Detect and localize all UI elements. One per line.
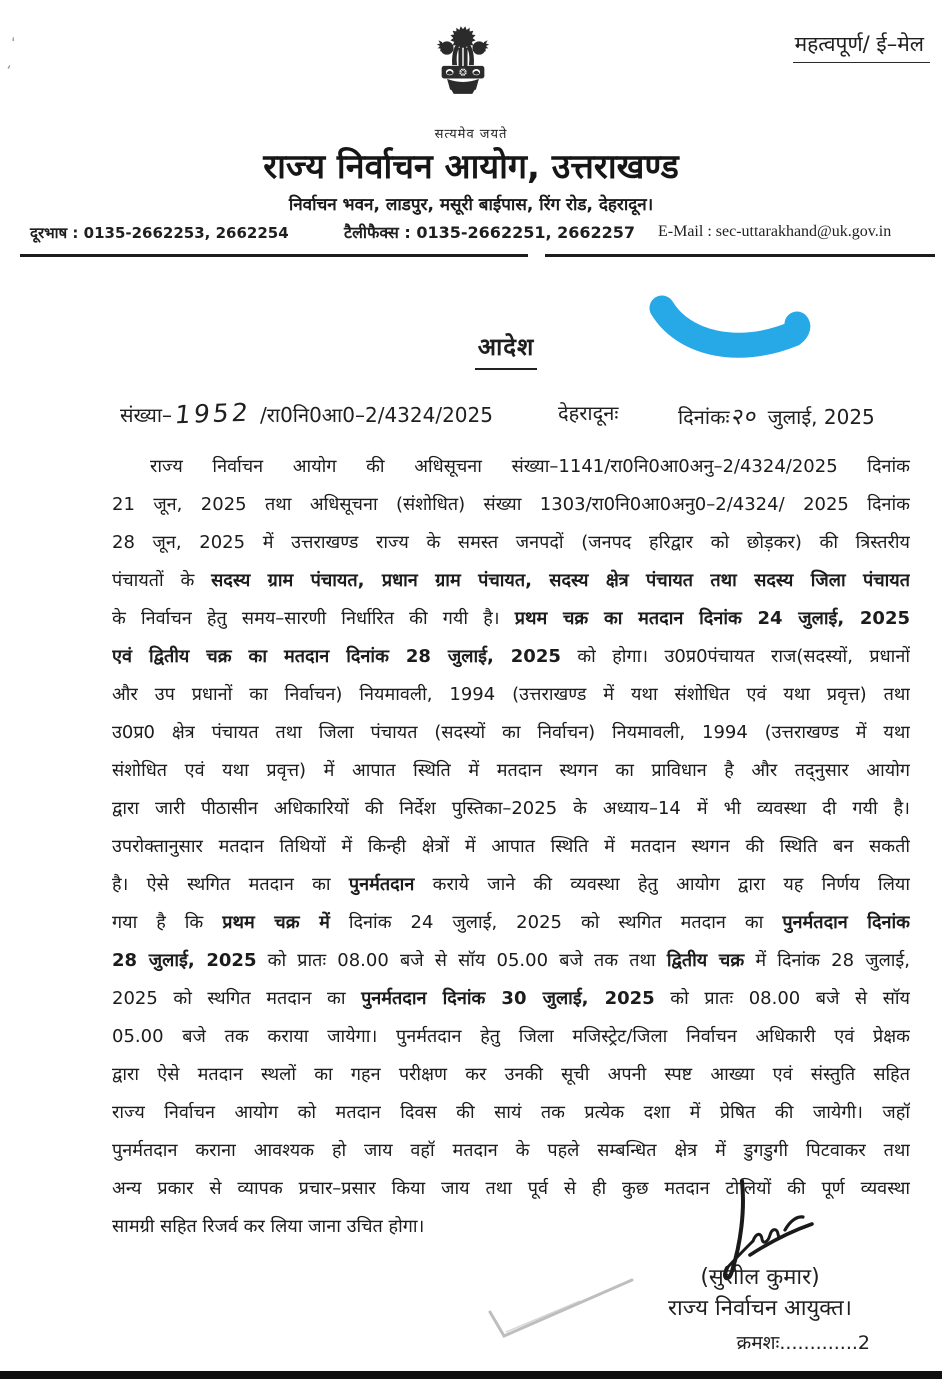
header-rule-right bbox=[545, 254, 935, 257]
importance-email-note: महत्वपूर्ण/ ई–मेल bbox=[793, 30, 930, 63]
body-line: द्वारा ऐसे मतदान स्थलों का गहन परीक्षण कर उनकी सूची अपनी स्पष्ट आख्या एवं संस्तुति सहित bbox=[112, 1064, 910, 1085]
body-line: 2025 को स्थगित मतदान का पुनर्मतदान दिनांक 30 जुलाई, 2025 को प्रातः 08.00 बजे से सॉय bbox=[112, 988, 910, 1009]
reference-prefix: संख्या– bbox=[120, 403, 172, 427]
ashoka-emblem-icon bbox=[428, 26, 498, 126]
body-line: उपरोक्तानुसार मतदान तिथियों में किन्ही क्षेत्रों में आपात स्थिति में मतदान स्थगन की स्थिति बन सकती bbox=[112, 836, 910, 857]
handwritten-ref-number: 1952 bbox=[173, 397, 253, 430]
body-line: 28 जुलाई, 2025 को प्रातः 08.00 बजे से सॉय 05.00 बजे तक तथा द्वितीय चक्र में दिनांक 28 जुलाई, bbox=[112, 950, 910, 971]
place-name: देहरादूनः bbox=[558, 401, 619, 425]
body-line: 05.00 बजे तक कराया जायेगा। पुनर्मतदान हेतु जिला मजिस्ट्रेट/जिला निर्वाचन अधिकारी एवं प्रेक्षक bbox=[112, 1026, 910, 1047]
scan-artifact: ʻ bbox=[9, 33, 20, 53]
fax-numbers: टैलीफैक्स : 0135-2662251, 2662257 bbox=[344, 223, 636, 242]
order-body-text bbox=[112, 448, 910, 1246]
body-line: के निर्वाचन हेतु समय–सारणी निर्धारित की गयी है। प्रथम चक्र का मतदान दिनांक 24 जुलाई, 2025 bbox=[112, 608, 910, 629]
body-line: संशोधित एवं यथा प्रवृत्त) में आपात स्थिति में मतदान स्थगन का प्राविधान है और तद्नुसार आयोग bbox=[112, 760, 910, 781]
body-line: उ0प्र0 क्षेत्र पंचायत तथा जिला पंचायत (सदस्यों का निर्वाचन) नियमावली, 1994 (उत्तराखण्ड में यथा bbox=[112, 722, 910, 743]
handwritten-date-day: २० bbox=[730, 403, 760, 431]
body-line: द्वारा जारी पीठासीन अधिकारियों की निर्देश पुस्तिका–2025 के अध्याय–14 में भी व्यवस्था दी गयी है। bbox=[112, 798, 910, 819]
header-rule-left bbox=[20, 254, 528, 257]
body-line: राज्य निर्वाचन आयोग को मतदान दिवस की सायं तक प्रत्येक दशा में प्रेषित की जायेगी। जहॉ bbox=[112, 1102, 910, 1123]
date-month-year: जुलाई, 2025 bbox=[767, 405, 875, 429]
signatory-designation: राज्य निर्वाचन आयुक्त। bbox=[668, 1296, 852, 1321]
body-line: एवं द्वितीय चक्र का मतदान दिनांक 28 जुलाई, 2025 को होगा। उ0प्र0पंचायत राज(सदस्यों, प्रधानों bbox=[112, 646, 910, 667]
scan-edge-bar bbox=[0, 1371, 942, 1379]
scan-artifact: ʻ bbox=[4, 61, 13, 81]
order-heading-wrap bbox=[70, 330, 942, 370]
body-line: राज्य निर्वाचन आयोग की अधिसूचना संख्या–1141/रा0नि0आ0अनु–2/4324/2025 दिनांक bbox=[150, 456, 910, 477]
date-label: दिनांकः bbox=[678, 405, 730, 429]
reference-suffix: /रा0नि0आ0–2/4324/2025 bbox=[259, 403, 493, 427]
body-line: सामग्री सहित रिजर्व कर लिया जाना उचित होगा। bbox=[112, 1216, 425, 1237]
body-line: 21 जून, 2025 तथा अधिसूचना (संशोधित) संख्या 1303/रा0नि0आ0अनु0–2/4324/ 2025 दिनांक bbox=[112, 494, 910, 515]
signatory-name: (सुशील कुमार) bbox=[700, 1265, 820, 1290]
contact-row bbox=[0, 221, 942, 247]
email-address: E-Mail : sec-uttarakhand@uk.gov.in bbox=[658, 223, 892, 240]
body-line: है। ऐसे स्थगित मतदान का पुनर्मतदान कराये जाने की व्यवस्था हेतु आयोग द्वारा यह निर्णय लिया bbox=[112, 874, 910, 895]
body-line: गया है कि प्रथम चक्र में दिनांक 24 जुलाई, 2025 को स्थगित मतदान का पुनर्मतदान दिनांक bbox=[112, 912, 910, 933]
organization-name: राज्य निर्वाचन आयोग, उत्तराखण्ड bbox=[263, 147, 679, 187]
pencil-checkmark bbox=[480, 1268, 645, 1350]
continuation-marker: क्रमशः.............2 bbox=[736, 1332, 870, 1354]
body-line: अन्य प्रकार से व्यापक प्रचार–प्रसार किया जाय तथा पूर्व से ही कुछ मतदान टोलियों की पूर्ण व्यवस्था bbox=[112, 1178, 910, 1199]
motto-text: सत्यमेव जयते bbox=[434, 127, 508, 142]
reference-number bbox=[120, 399, 493, 428]
body-line: 28 जून, 2025 में उत्तराखण्ड राज्य के समस्त जनपदों (जनपद हरिद्वार को छोड़कर) की त्रिस्तरीय bbox=[112, 532, 910, 553]
body-line: पुनर्मतदान कराना आवश्यक हो जाय वहॉ मतदान के पहले सम्बन्धित क्षेत्र में डुगडुगी पिटवाकर तथा bbox=[112, 1140, 910, 1161]
order-date bbox=[678, 399, 875, 431]
order-heading: आदेश bbox=[475, 330, 538, 370]
organization-address: निर्वाचन भवन, लाडपुर, मसूरी बाईपास, रिंग रोड, देहरादून। bbox=[288, 195, 654, 215]
body-line: पंचायतों के सदस्य ग्राम पंचायत, प्रधान ग्राम पंचायत, सदस्य क्षेत्र पंचायत तथा सदस्य जिला पंचायत bbox=[112, 570, 910, 591]
body-line: और उप प्रधानों का निर्वाचन) नियमावली, 1994 (उत्तराखण्ड में यथा संशोधित एवं यथा प्रवृत्त) तथा bbox=[112, 684, 910, 705]
phone-numbers: दूरभाष : 0135-2662253, 2662254 bbox=[30, 224, 289, 242]
reference-line bbox=[0, 393, 942, 435]
